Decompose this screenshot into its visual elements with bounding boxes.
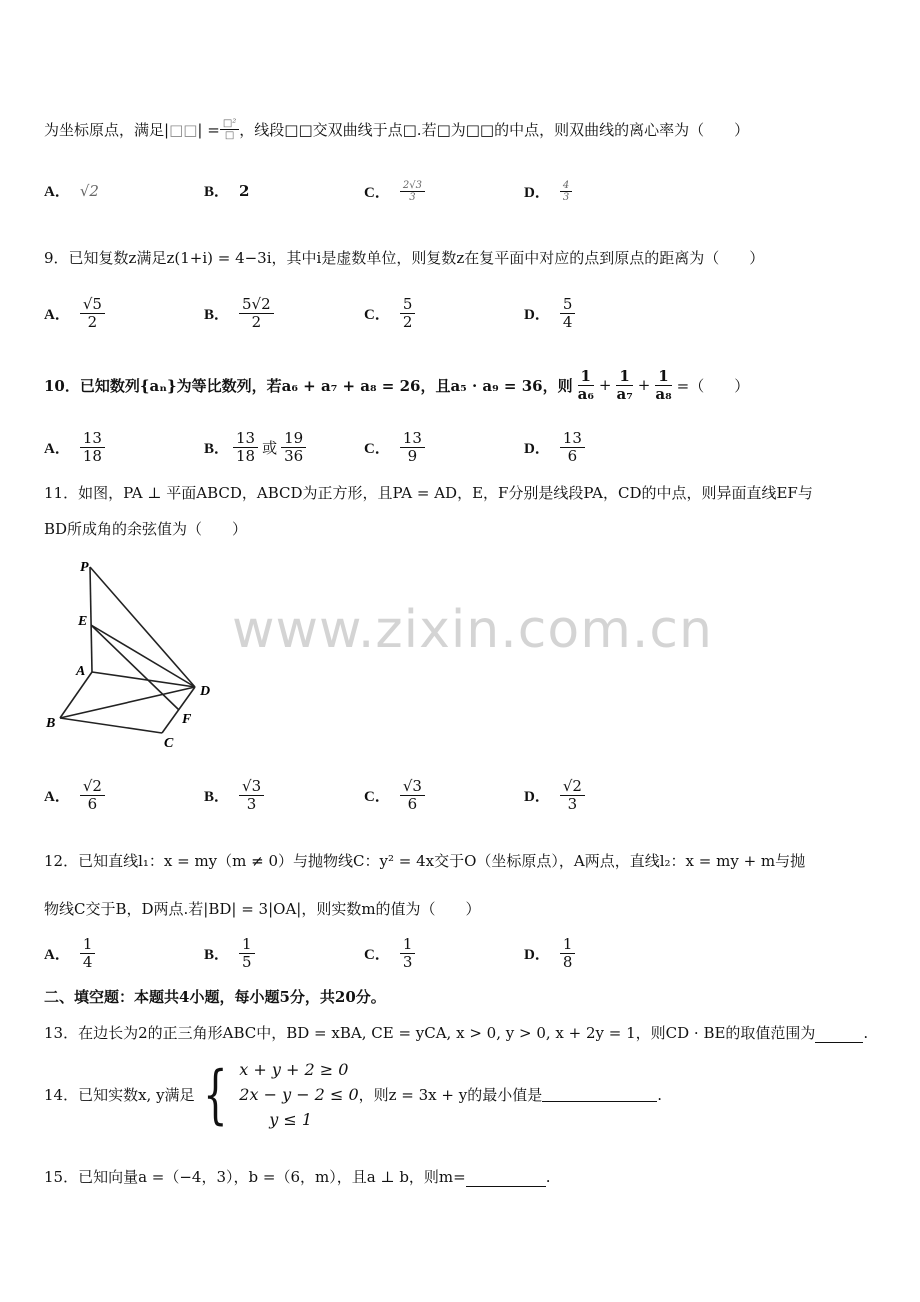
q10-stem: 10．已知数列{aₙ}为等比数列，若a₆ + a₇ + a₈ = 26，且a₅ · a₉ = 36，则 $\frac{1}{\text{a₆}}$ + $\frac{1}{\text{a₇}}$ + $\frac{1}{\text{a₈}}$ =（ ） (44, 367, 750, 403)
q8-text-a: 为坐标原点，满足| (44, 121, 170, 139)
q10-option-b[interactable]: B． $\frac{13}{18}$ 或 $\frac{19}{36}$ (204, 430, 306, 464)
q12-option-d[interactable]: D． $\frac{1}{8}$ (524, 936, 575, 970)
edge-AD (92, 672, 195, 687)
q11-option-d[interactable]: D． $\frac{√2}{3}$ (524, 778, 585, 812)
q14-stem: 14．已知实数x, y满足 { x + y + 2 ≥ 0 2x − y − 2 ≤ 0 y ≤ 1 ，则z = 3x + y的最小值是 . (44, 1057, 662, 1132)
q9-stem: 9．已知复数z满足z(1+i) = 4−3i，其中i是虚数单位，则复数z在复平面中对应的点到原点的距离为（ ） (44, 249, 765, 267)
q11-options (44, 778, 884, 818)
q10-options (44, 430, 884, 470)
q14-constraint-3: y ≤ 1 (269, 1110, 313, 1129)
q11-stem-line1: 11．如图，PA ⊥ 平面ABCD，ABCD为正方形，且PA = AD，E，F分别是线段PA，CD的中点，则异面直线EF与 (44, 484, 813, 502)
edge-ED (91, 625, 195, 687)
q14-text-b: ，则z = 3x + y的最小值是 (358, 1086, 543, 1104)
q14-text-a: 14．已知实数x, y满足 (44, 1086, 195, 1104)
q12-option-b[interactable]: B． $\frac{1}{5}$ (204, 936, 255, 970)
q13-text: 13．在边长为2的正三角形ABC中，BD = xBA, CE = yCA, x > 0, y > 0, x + 2y = 1，则CD · BE的取值范围为 (44, 1024, 816, 1042)
label-B: B (46, 716, 56, 731)
q14-answer-blank[interactable] (542, 1087, 657, 1102)
q11-pyramid-figure (40, 555, 240, 765)
q10-frac-a8: $\frac{1}{\text{a₈}}$ (655, 367, 672, 403)
q14-constraint-2: 2x − y − 2 ≤ 0 (239, 1085, 359, 1104)
q10-frac-a6: $\frac{1}{\text{a₆}}$ (577, 367, 594, 403)
q11-option-c[interactable]: C． $\frac{√3}{6}$ (364, 778, 425, 812)
label-C: C (164, 736, 174, 751)
q15-stem: 15．已知向量a =（−4，3），b =（6，m），且a ⊥ b，则m= . (44, 1168, 551, 1186)
q8-box: □□ (169, 120, 198, 139)
q11-option-a[interactable]: A． $\frac{√2}{6}$ (44, 778, 105, 812)
q12-stem-line2: 物线C交于B，D两点.若|BD| = 3|OA|，则实数m的值为（ ） (44, 900, 481, 918)
q10-option-c[interactable]: C． $\frac{13}{9}$ (364, 430, 425, 464)
q15-answer-blank[interactable] (466, 1172, 546, 1187)
edge-PD (90, 567, 195, 687)
q12-options (44, 936, 884, 976)
q13-answer-blank[interactable] (815, 1028, 863, 1043)
q14-constraint-1: x + y + 2 ≥ 0 (239, 1060, 349, 1079)
q12-option-c[interactable]: C． $\frac{1}{3}$ (364, 936, 415, 970)
label-P: P (80, 560, 89, 575)
q14-constraint-system: { x + y + 2 ≥ 0 2x − y − 2 ≤ 0 y ≤ 1 (202, 1057, 359, 1132)
q8-option-b[interactable]: B． 2 (204, 181, 250, 200)
q9-option-c[interactable]: C． $\frac{5}{2}$ (364, 296, 415, 330)
q12-stem-line1: 12．已知直线l₁：x = my（m ≠ 0）与抛物线C：y² = 4x交于O（坐标原点），A两点，直线l₂：x = my + m与抛 (44, 852, 806, 870)
label-E: E (78, 614, 88, 629)
edge-EF (91, 625, 179, 710)
q8-option-a[interactable]: A． √2 (44, 181, 99, 200)
q8-option-d[interactable]: D． $\frac{4}{3}$ (524, 180, 572, 203)
q10-text-a: 10．已知数列{aₙ}为等比数列，若a₆ + a₇ + a₈ = 26，且a₅ · a₉ = 36，则 (44, 376, 573, 395)
q8-option-c[interactable]: C． $\frac{2√3}{3}$ (364, 180, 425, 203)
q10-frac-a7: $\frac{1}{\text{a₇}}$ (616, 367, 633, 403)
edge-PA (90, 567, 92, 672)
q8-fraction: $\frac{\text{□²}}{□}$ (220, 118, 239, 141)
q9-option-d[interactable]: D． $\frac{5}{4}$ (524, 296, 575, 330)
q10-text-b: =（ ） (676, 376, 750, 395)
q8-text-c: ，线段□□交双曲线于点□.若□为□□的中点，则双曲线的离心率为（ ） (239, 121, 750, 139)
q11-option-b[interactable]: B． $\frac{√3}{3}$ (204, 778, 264, 812)
label-D: D (200, 684, 211, 699)
q12-option-a[interactable]: A． $\frac{1}{4}$ (44, 936, 95, 970)
q13-stem: 13．在边长为2的正三角形ABC中，BD = xBA, CE = yCA, x > 0, y > 0, x + 2y = 1，则CD · BE的取值范围为 . (44, 1024, 869, 1042)
q10-option-a[interactable]: A． $\frac{13}{18}$ (44, 430, 105, 464)
q11-stem-line2: BD所成角的余弦值为（ ） (44, 520, 248, 538)
edge-BC (60, 718, 162, 733)
q8-options (44, 180, 884, 220)
q9-option-b[interactable]: B． $\frac{5√2}{2}$ (204, 296, 274, 330)
q10-option-d[interactable]: D． $\frac{13}{6}$ (524, 430, 585, 464)
q15-text: 15．已知向量a =（−4，3），b =（6，m），且a ⊥ b，则m= (44, 1168, 466, 1186)
watermark: www.zixin.com.cn (232, 600, 713, 660)
section-2-heading: 二、填空题：本题共4小题，每小题5分，共20分。 (44, 988, 386, 1006)
q8-stem (44, 118, 749, 141)
q9-option-a[interactable]: A． $\frac{√5}{2}$ (44, 296, 105, 330)
edge-BD (60, 687, 195, 718)
q8-text-b: | = (197, 120, 220, 139)
label-F: F (182, 712, 192, 727)
label-A: A (76, 664, 86, 679)
q9-options (44, 296, 884, 336)
